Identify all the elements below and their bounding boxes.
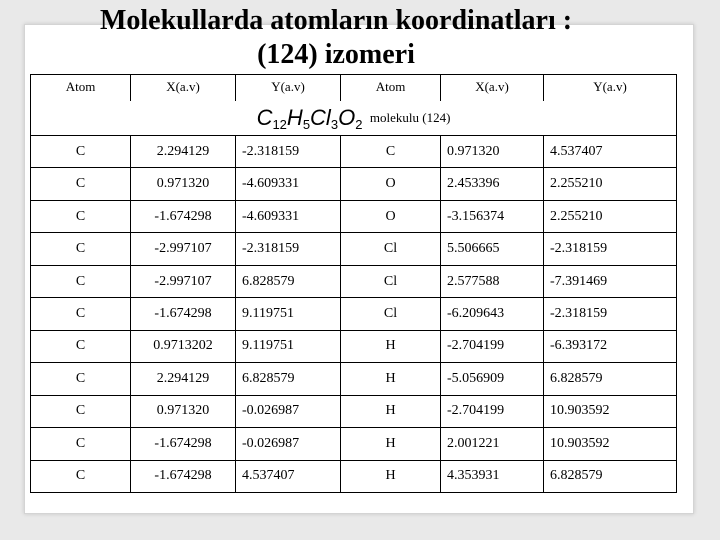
y-cell: -4.609331 xyxy=(236,200,341,232)
x-cell: -1.674298 xyxy=(131,200,236,232)
y-cell: 6.828579 xyxy=(544,460,677,492)
y-cell: 4.537407 xyxy=(544,136,677,168)
x-cell: -5.056909 xyxy=(441,363,544,395)
atom-cell: Cl xyxy=(341,233,441,265)
atom-cell: C xyxy=(31,298,131,330)
coordinates-table xyxy=(30,74,677,493)
y-cell: 4.537407 xyxy=(236,460,341,492)
table-row xyxy=(31,168,677,200)
formula-element-c: C xyxy=(256,104,273,130)
y-cell: -2.318159 xyxy=(544,233,677,265)
atom-cell: C xyxy=(31,395,131,427)
x-cell: 0.9713202 xyxy=(131,330,236,362)
table-row xyxy=(31,265,677,297)
y-cell: 6.828579 xyxy=(544,363,677,395)
atom-cell: C xyxy=(31,265,131,297)
y-cell: -0.026987 xyxy=(236,428,341,460)
x-cell: 5.506665 xyxy=(441,233,544,265)
atom-cell: C xyxy=(31,136,131,168)
atom-cell: C xyxy=(31,363,131,395)
y-cell: 6.828579 xyxy=(236,265,341,297)
x-cell: -2.704199 xyxy=(441,395,544,427)
title-line-1: Molekullarda atomların koordinatları : xyxy=(99,5,573,36)
x-cell: 2.294129 xyxy=(131,136,236,168)
atom-cell: H xyxy=(341,395,441,427)
y-cell: -2.318159 xyxy=(236,233,341,265)
x-cell: 2.294129 xyxy=(131,363,236,395)
formula-element-o: O xyxy=(338,104,356,130)
x-cell: 4.353931 xyxy=(441,460,544,492)
atom-cell: C xyxy=(31,330,131,362)
atom-cell: H xyxy=(341,460,441,492)
x-cell: -1.674298 xyxy=(131,298,236,330)
y-cell: 2.255210 xyxy=(544,168,677,200)
table-row xyxy=(31,363,677,395)
y-cell: 6.828579 xyxy=(236,363,341,395)
header-row xyxy=(31,75,677,102)
table-row xyxy=(31,395,677,427)
x-cell: -1.674298 xyxy=(131,428,236,460)
atom-cell: C xyxy=(31,460,131,492)
molecular-formula-cell xyxy=(31,101,677,136)
slide-title xyxy=(0,4,696,72)
header-atom-2: Atom xyxy=(341,75,441,102)
x-cell: 2.453396 xyxy=(441,168,544,200)
x-cell: 0.971320 xyxy=(441,136,544,168)
atom-cell: O xyxy=(341,200,441,232)
x-cell: 0.971320 xyxy=(131,395,236,427)
header-atom-1: Atom xyxy=(31,75,131,102)
atom-cell: O xyxy=(341,168,441,200)
header-x-2: X(a.v) xyxy=(441,75,544,102)
y-cell: -2.318159 xyxy=(236,136,341,168)
formula-element-h: H xyxy=(286,104,303,130)
table-row xyxy=(31,460,677,492)
x-cell: 2.577588 xyxy=(441,265,544,297)
atom-cell: H xyxy=(341,330,441,362)
atom-cell: C xyxy=(341,136,441,168)
formula-row xyxy=(31,101,677,136)
atom-cell: Cl xyxy=(341,298,441,330)
atom-cell: H xyxy=(341,363,441,395)
x-cell: -2.997107 xyxy=(131,233,236,265)
y-cell: -4.609331 xyxy=(236,168,341,200)
title-line-2: (124) izomeri xyxy=(257,39,415,70)
x-cell: -6.209643 xyxy=(441,298,544,330)
atom-cell: C xyxy=(31,233,131,265)
molecular-formula xyxy=(257,105,363,132)
atom-cell: C xyxy=(31,428,131,460)
x-cell: -3.156374 xyxy=(441,200,544,232)
y-cell: -0.026987 xyxy=(236,395,341,427)
y-cell: 10.903592 xyxy=(544,428,677,460)
formula-count-h: 5 xyxy=(302,116,311,132)
table-body xyxy=(31,136,677,493)
formula-count-cl: 3 xyxy=(330,116,339,132)
table-row xyxy=(31,233,677,265)
formula-count-c: 12 xyxy=(272,116,287,132)
table-row xyxy=(31,298,677,330)
y-cell: -2.318159 xyxy=(544,298,677,330)
header-y-1: Y(a.v) xyxy=(236,75,341,102)
x-cell: -1.674298 xyxy=(131,460,236,492)
y-cell: -7.391469 xyxy=(544,265,677,297)
y-cell: 10.903592 xyxy=(544,395,677,427)
x-cell: -2.997107 xyxy=(131,265,236,297)
x-cell: 0.971320 xyxy=(131,168,236,200)
x-cell: 2.001221 xyxy=(441,428,544,460)
y-cell: 2.255210 xyxy=(544,200,677,232)
table-row xyxy=(31,200,677,232)
table-row xyxy=(31,428,677,460)
atom-cell: H xyxy=(341,428,441,460)
x-cell: -2.704199 xyxy=(441,330,544,362)
y-cell: 9.119751 xyxy=(236,298,341,330)
header-x-1: X(a.v) xyxy=(131,75,236,102)
coordinates-table-container xyxy=(30,74,676,493)
atom-cell: C xyxy=(31,168,131,200)
header-y-2: Y(a.v) xyxy=(544,75,677,102)
formula-caption: molekulu (124) xyxy=(369,110,451,125)
atom-cell: C xyxy=(31,200,131,232)
table-row xyxy=(31,136,677,168)
y-cell: 9.119751 xyxy=(236,330,341,362)
formula-element-cl: Cl xyxy=(310,104,331,130)
atom-cell: Cl xyxy=(341,265,441,297)
table-row xyxy=(31,330,677,362)
y-cell: -6.393172 xyxy=(544,330,677,362)
formula-count-o: 2 xyxy=(355,116,363,132)
